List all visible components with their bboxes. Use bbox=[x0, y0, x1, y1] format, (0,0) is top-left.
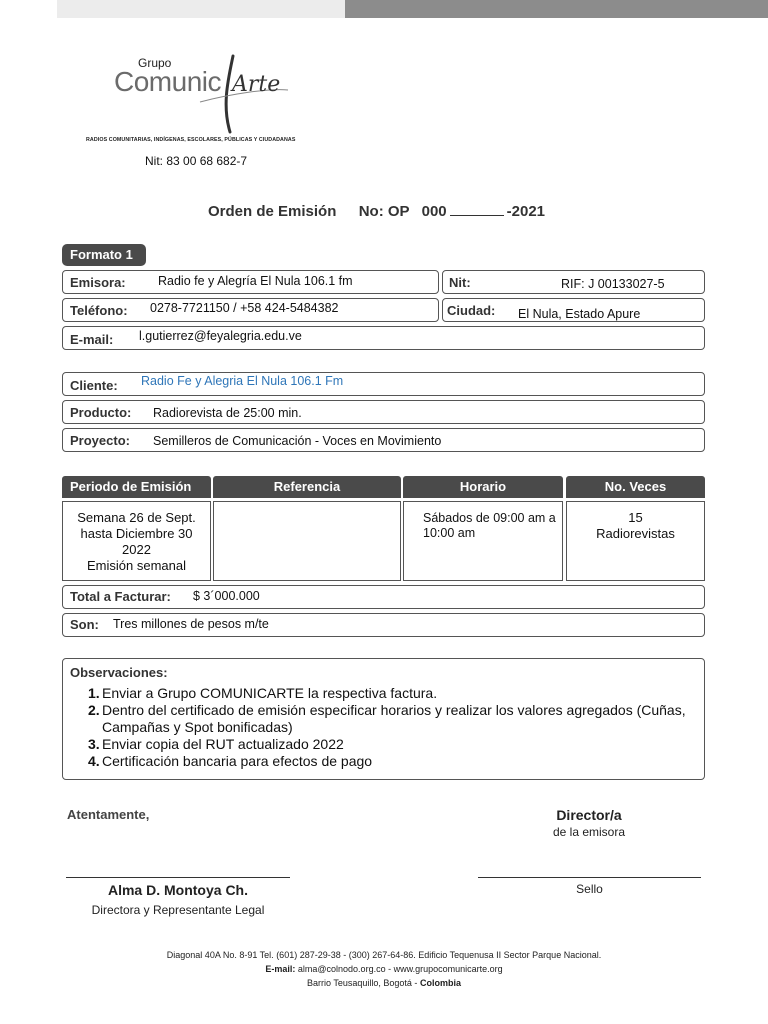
periodo-line: 2022 bbox=[122, 542, 151, 557]
footer-email-label: E-mail: bbox=[265, 964, 296, 974]
logo-arte: Arte bbox=[232, 72, 281, 97]
cell-veces bbox=[566, 501, 705, 581]
footer-address: Diagonal 40A No. 8-91 Tel. (601) 287-29-38 - (300) 267-64-86. Edificio Tequenusa II Sector Parque Nacional. bbox=[166, 950, 602, 960]
telefono-value: 0278-7721150 / +58 424-5484382 bbox=[150, 301, 339, 315]
logo-swoosh bbox=[80, 50, 320, 150]
total-field bbox=[62, 585, 705, 609]
nit-label: Nit: bbox=[449, 275, 471, 290]
email-label: E-mail: bbox=[70, 332, 114, 347]
son-label: Son: bbox=[70, 617, 99, 632]
header-bar-left bbox=[57, 0, 345, 18]
signer-name: Alma D. Montoya Ch. bbox=[107, 882, 248, 898]
proyecto-value: Semilleros de Comunicación - Voces en Movimiento bbox=[153, 434, 442, 448]
periodo-line: Semana 26 de Sept. bbox=[77, 510, 196, 525]
total-value: $ 3´000.000 bbox=[193, 589, 260, 603]
veces-unit: Radiorevistas bbox=[596, 526, 675, 541]
format-tab: Formato 1 bbox=[62, 244, 146, 266]
nit-field bbox=[442, 270, 705, 294]
emisora-label: Emisora: bbox=[70, 275, 126, 290]
page-title bbox=[208, 203, 545, 220]
director-title: Director/a bbox=[556, 807, 622, 823]
footer-contact bbox=[0, 964, 768, 974]
stamp-label: Sello bbox=[576, 882, 603, 896]
cell-horario bbox=[403, 501, 563, 581]
cell-periodo bbox=[62, 501, 211, 581]
ciudad-field bbox=[442, 298, 705, 322]
total-label: Total a Facturar: bbox=[70, 589, 171, 604]
producto-label: Producto: bbox=[70, 405, 132, 420]
nit-value: RIF: J 00133027-5 bbox=[561, 277, 665, 291]
logo-tagline: RADIOS COMUNITARIAS, INDÍGENAS, ESCOLARES, PÚBLICAS Y CIUDADANAS bbox=[86, 137, 296, 143]
footer-email-rest: alma@colnodo.org.co - www.grupocomunicarte.org bbox=[297, 964, 503, 974]
son-field bbox=[62, 613, 705, 637]
ciudad-value: El Nula, Estado Apure bbox=[518, 307, 641, 321]
company-nit: Nit: 83 00 68 682-7 bbox=[145, 154, 248, 168]
son-value: Tres millones de pesos m/te bbox=[113, 617, 269, 631]
list-item: 3. Enviar copia del RUT actualizado 2022 bbox=[88, 736, 344, 752]
list-item: 1. Enviar a Grupo COMUNICARTE la respectiva factura. bbox=[88, 685, 438, 701]
telefono-field bbox=[62, 298, 439, 322]
logo bbox=[80, 50, 320, 150]
logo-word: Comunic bbox=[114, 66, 221, 97]
emisora-field bbox=[62, 270, 439, 294]
order-number-prefix: 000 bbox=[421, 203, 447, 220]
proyecto-label: Proyecto: bbox=[70, 433, 130, 448]
horario-line: 10:00 am bbox=[423, 526, 476, 540]
footer-city-text: Barrio Teusaquillo, Bogotá - bbox=[307, 978, 418, 988]
ciudad-label: Ciudad: bbox=[447, 303, 496, 318]
periodo-line: hasta Diciembre 30 bbox=[80, 526, 193, 541]
director-subtitle: de la emisora bbox=[552, 825, 626, 839]
footer-country: Colombia bbox=[419, 978, 461, 988]
signature-line-right bbox=[478, 877, 701, 878]
order-number-suffix: -2021 bbox=[506, 203, 546, 220]
cliente-value: Radio Fe y Alegria El Nula 106.1 Fm bbox=[141, 374, 344, 388]
header-periodo: Periodo de Emisión bbox=[62, 476, 211, 498]
cell-referencia bbox=[213, 501, 401, 581]
logo-group-text: Grupo bbox=[138, 56, 172, 70]
cliente-label: Cliente: bbox=[70, 378, 118, 393]
emisora-value: Radio fe y Alegría El Nula 106.1 fm bbox=[158, 274, 353, 288]
header-bar-right bbox=[345, 0, 768, 18]
horario-line: Sábados de 09:00 am a bbox=[423, 511, 556, 525]
list-item: 4. Certificación bancaria para efectos de pago bbox=[88, 753, 373, 769]
periodo-line: Emisión semanal bbox=[87, 558, 186, 573]
telefono-label: Teléfono: bbox=[70, 303, 128, 318]
header-referencia: Referencia bbox=[213, 476, 401, 498]
producto-field bbox=[62, 400, 705, 424]
header-veces: No. Veces bbox=[566, 476, 705, 498]
signature-line-left bbox=[66, 877, 290, 878]
cliente-field bbox=[62, 372, 705, 396]
veces-count: 15 bbox=[628, 510, 643, 525]
observations-list bbox=[88, 685, 702, 770]
signer-role: Directora y Representante Legal bbox=[91, 903, 265, 917]
email-value: l.gutierrez@feyalegria.edu.ve bbox=[139, 329, 302, 343]
order-number-label: No: OP bbox=[358, 203, 410, 220]
proyecto-field bbox=[62, 428, 705, 452]
email-field bbox=[62, 326, 705, 350]
producto-value: Radiorevista de 25:00 min. bbox=[153, 406, 302, 420]
title-text: Orden de Emisión bbox=[208, 203, 337, 220]
header-horario: Horario bbox=[403, 476, 563, 498]
footer-city bbox=[0, 978, 768, 988]
observations-title: Observaciones: bbox=[70, 665, 168, 680]
list-item: 2. Dentro del certificado de emisión especificar horarios y realizar los valores agregados (Cuñas, Campañas y Spot bonificadas) bbox=[88, 702, 686, 735]
greeting: Atentamente, bbox=[67, 807, 150, 822]
order-number-blank bbox=[450, 215, 504, 216]
